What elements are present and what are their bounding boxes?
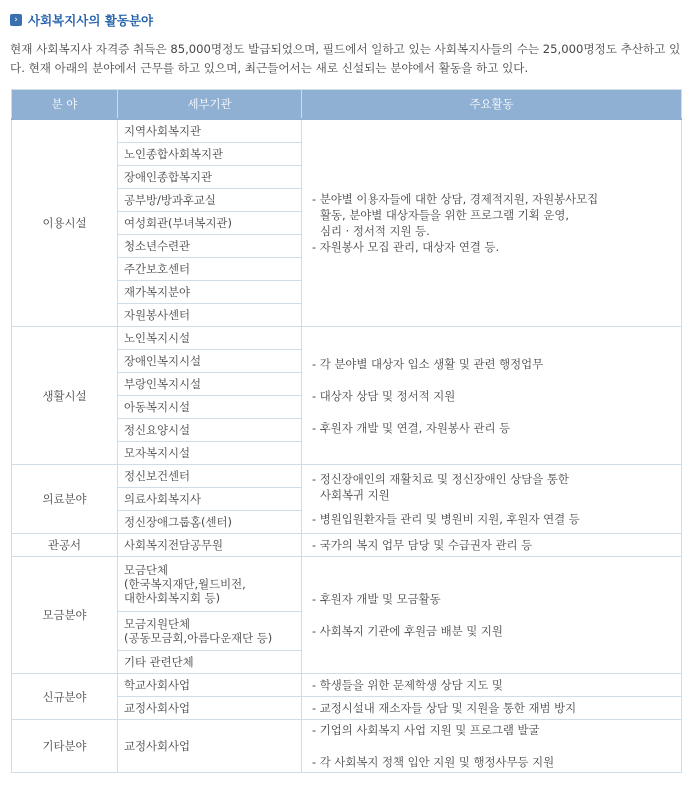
institution-cell: 모금단체 (한국복지재단,월드비전, 대한사회복지회 등) [118,557,302,612]
table-row [12,327,682,350]
section-title [10,11,153,29]
activity-cell: - 교정시설내 재소자들 상담 및 지원을 통한 재범 방지 [302,697,682,720]
institution-cell: 학교사회사업 [118,674,302,697]
header-act: 주요활동 [302,90,682,120]
intro-paragraph: 현재 사회복지사 자격증 취득은 85,000명정도 발급되었으며, 필드에서 일하고 있는 사회복지사들의 수는 25,000명정도 추산하고 있다. 현재 아래의 분야에서 근무를 하고 있으며, 최근들어서는 새로 신설되는 분야에서 활동을 하고 있다. [10,42,681,75]
table-row [12,674,682,697]
institution-cell: 주간보호센터 [118,258,302,281]
table-row [12,534,682,557]
institution-cell: 기타 관련단체 [118,651,302,674]
table-row [12,465,682,488]
category-cell: 의료분야 [12,465,118,534]
institution-cell: 청소년수련관 [118,235,302,258]
institution-cell: 교정사회사업 [118,697,302,720]
activity-cell: - 국가의 복지 업무 담당 및 수급권자 관리 등 [302,534,682,557]
activity-cell: - 분야별 이용자들에 대한 상담, 경제적지원, 자원봉사모집 활동, 분야별 대상자들을 위한 프로그램 기획 운영, 심리 · 정서적 지원 등. - 자원봉사 모집 관리, 대상자 연결 등. [302,119,682,327]
institution-cell: 아동복지시설 [118,396,302,419]
activity-cell: - 후원자 개발 및 모금활동 - 사회복지 기관에 후원금 배분 및 지원 [302,557,682,674]
institution-cell: 의료사회복지사 [118,488,302,511]
institution-cell: 정신보건센터 [118,465,302,488]
institution-cell: 공부방/방과후교실 [118,189,302,212]
institution-cell: 사회복지전담공무원 [118,534,302,557]
institution-cell: 장애인복지시설 [118,350,302,373]
category-cell: 신규분야 [12,674,118,720]
institution-cell: 교정사회사업 [118,720,302,773]
table-row [12,720,682,773]
category-cell: 생활시설 [12,327,118,465]
table-row [12,119,682,143]
institution-cell: 장애인종합복지관 [118,166,302,189]
institution-cell: 정신요양시설 [118,419,302,442]
category-cell: 모금분야 [12,557,118,674]
header-field: 분 야 [12,90,118,120]
arrow-icon: › [10,14,22,26]
page-title: 사회복지사의 활동분야 [28,13,154,28]
institution-cell: 정신장애그룹홈(센터) [118,511,302,534]
category-cell: 이용시설 [12,119,118,327]
institution-cell: 노인종합사회복지관 [118,143,302,166]
header-inst: 세부기관 [118,90,302,120]
institution-cell: 재가복지분야 [118,281,302,304]
category-cell: 기타분야 [12,720,118,773]
institution-cell: 모금지원단체 (공동모금회,아름다운재단 등) [118,612,302,651]
table-row [12,557,682,612]
institution-cell: 모자복지시설 [118,442,302,465]
institution-cell: 부랑인복지시설 [118,373,302,396]
activity-cell: - 학생들을 위한 문제학생 상담 지도 및 [302,674,682,697]
institution-cell: 여성회관(부녀복지관) [118,212,302,235]
activity-table [11,89,682,773]
activity-cell: - 정신장애인의 재활치료 및 정신장애인 상담을 통한 사회복귀 지원 - 병원입원환자들 관리 및 병원비 지원, 후원자 연결 등 [302,465,682,534]
activity-cell: - 기업의 사회복지 사업 지원 및 프로그램 발굴 - 각 사회복지 정책 입안 지원 및 행정사무등 지원 [302,720,682,773]
category-cell: 관공서 [12,534,118,557]
institution-cell: 자원봉사센터 [118,304,302,327]
institution-cell: 지역사회복지관 [118,119,302,143]
institution-cell: 노인복지시설 [118,327,302,350]
activity-cell: - 각 분야별 대상자 입소 생활 및 관련 행정업무 - 대상자 상담 및 정서적 지원 - 후원자 개발 및 연결, 자원봉사 관리 등 [302,327,682,465]
